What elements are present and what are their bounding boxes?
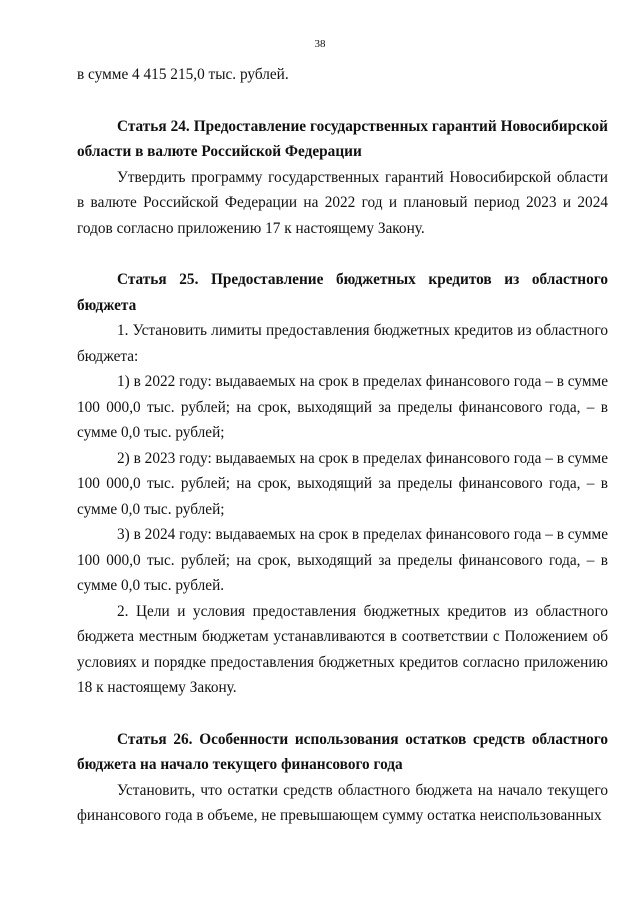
intro-line: в сумме 4 415 215,0 тыс. рублей. (77, 66, 289, 83)
article-24-paragraph: Утвердить программу государственных гарантий Новосибирской области в валюте Российской Федерации на 2022 год и плановый период 2023 и 2024 годов согласно приложению 17 к настоящему Закону. (77, 168, 608, 237)
article-25-item-2: 2. Цели и условия предоставления бюджетных кредитов из областного бюджета местным бюджетам устанавливаются в соответствии с Положением об условиях и порядке предоставления бюджетных кредитов согласно приложению 18 к настоящему Закону. (77, 602, 608, 696)
article-25-item-1-2: 2) в 2023 году: выдаваемых на срок в пределах финансового года – в сумме 100 000,0 тыс. рублей; на срок, выходящий за пределы финансового года, – в сумме 0,0 тыс. рублей; (77, 449, 608, 518)
spacer (77, 241, 608, 267)
article-24-heading: Статья 24. Предоставление государственных гарантий Новосибирской области в валюте Российской Федерации (77, 117, 608, 160)
article-25-item-1-1: 1) в 2022 году: выдаваемых на срок в пределах финансового года – в сумме 100 000,0 тыс. рублей; на срок, выходящий за пределы финансового года, – в сумме 0,0 тыс. рублей; (77, 373, 608, 441)
article-25-item-1: 1. Установить лимиты предоставления бюджетных кредитов из областного бюджета: (77, 322, 608, 365)
document-body (77, 62, 608, 829)
article-26-heading: Статья 26. Особенности использования остатков средств областного бюджета на начало текущего финансового года (77, 730, 608, 773)
page-number: 38 (314, 38, 326, 50)
article-25-heading: Статья 25. Предоставление бюджетных кредитов из областного бюджета (77, 271, 608, 314)
article-25-item-1-3: 3) в 2024 году: выдаваемых на срок в пределах финансового года – в сумме 100 000,0 тыс. рублей; на срок, выходящий за пределы финансового года, – в сумме 0,0 тыс. рублей. (77, 526, 608, 594)
spacer (77, 88, 608, 114)
article-26-paragraph: Установить, что остатки средств областного бюджета на начало текущего финансового года в объеме, не превышающем сумму остатка неиспользованных (77, 781, 608, 824)
spacer (77, 701, 608, 727)
